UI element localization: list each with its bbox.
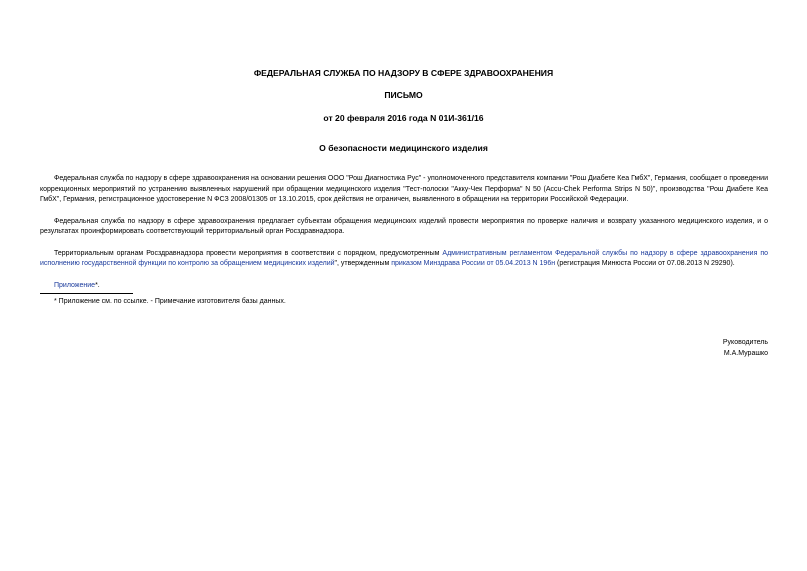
agency-title: ФЕДЕРАЛЬНАЯ СЛУЖБА ПО НАДЗОРУ В СФЕРЕ ЗДРАВООХРАНЕНИЯ xyxy=(253,68,554,78)
paragraph-3-text-end: (регистрация Минюста России от 07.08.2013 N 29290). xyxy=(555,260,735,267)
document-date-number: от 20 февраля 2016 года N 01И-361/16 xyxy=(323,113,484,123)
paragraph-3-text-start: Территориальным органам Росздравнадзора провести мероприятия в соответствии с порядком, предусмотренным xyxy=(54,249,443,257)
paragraph-3 xyxy=(40,249,768,270)
paragraph-3-text-middle: ", утвержденным xyxy=(334,260,392,267)
paragraph-1: Федеральная служба по надзору в сфере здравоохранения на основании решения ООО "Рош Диагностика Рус" - уполномоченного представителя компании "Рош Диабете Кеа ГмбХ", Германия, сообщает о проведении коррекционных мероприятий по устранению выявленных нарушений при обращении медицинского изделия "Тест-полоски "Акку-Чек Перформа" N 50 (Accu-Chek Performa Strips N 50)", производства "Рош Диабете Кеа ГмбХ", Германия, регистрационное удостоверение N ФСЗ 2008/01305 от 13.10.2015, срок действия не ограничен, выявленного в обращении на территории Российской Федерации. xyxy=(40,175,768,203)
signatory-name: М.А.Мурашко xyxy=(723,350,768,357)
attachment-line xyxy=(40,281,768,292)
document-body xyxy=(40,174,768,302)
attachment-mark: *. xyxy=(95,281,100,289)
regulation-link[interactable]: Административным регламентом Федеральной службы по надзору в сфере здравоохранения по исполнению государственной функции по контролю за обращением медицинских изделий xyxy=(40,249,768,267)
paragraph-2: Федеральная служба по надзору в сфере здравоохранения предлагает субъектам обращения медицинских изделий провести мероприятия по проверке наличия и возврату указанного медицинского изделия, и о результатах проинформировать соответствующий территориальный орган Росздравнадзора. xyxy=(40,217,768,235)
signature-block xyxy=(723,337,768,359)
signatory-position: Руководитель xyxy=(722,339,768,346)
footnote-divider xyxy=(40,293,133,294)
attachment-link[interactable]: Приложение xyxy=(54,281,96,289)
document-subject: О безопасности медицинского изделия xyxy=(319,143,488,153)
footnote-text: * Приложение см. по ссылке. - Примечание изготовителя базы данных. xyxy=(54,298,286,305)
order-link[interactable]: приказом Минздрава России от 05.04.2013 N 196н xyxy=(391,260,556,267)
document-type: ПИСЬМО xyxy=(384,90,423,100)
